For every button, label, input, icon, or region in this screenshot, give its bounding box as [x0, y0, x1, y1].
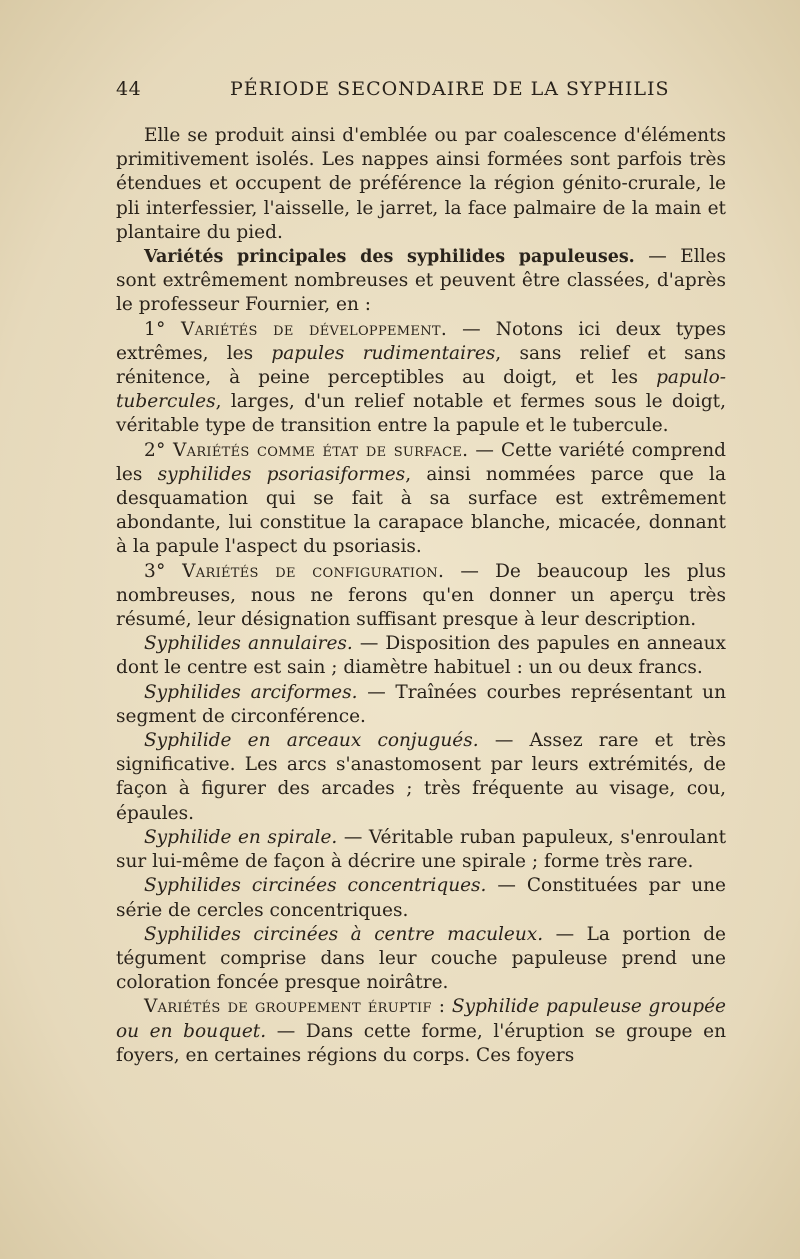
- paragraph-text: — De beaucoup les plus nombreuses, nous ne ferons qu'en donner un aperçu très résumé, leur désignation suffisant presque à leur description.: [116, 560, 726, 631]
- section-heading: Variétés de groupement éruptif :: [144, 996, 446, 1018]
- paragraph-text: [445, 996, 452, 1017]
- paragraph-text: , larges, d'un relief notable et fermes sous le doigt, véritable type de transition entre la papule et le tubercule.: [116, 391, 726, 437]
- paragraph-etat-surface: [116, 439, 726, 560]
- paragraph-text: — La portion de tégument comprise dans leur couche papuleuse prend une coloration foncée presque noirâtre.: [116, 923, 726, 994]
- italic-term: Syphilide papuleuse groupée ou en bouquet.: [116, 996, 726, 1042]
- section-heading: 3° Variétés de configuration.: [144, 560, 445, 582]
- paragraph-developpement: [116, 318, 726, 439]
- italic-term: Syphilides arciformes.: [144, 681, 358, 703]
- paragraph-text: — Constituées par une série de cercles concentriques.: [116, 875, 727, 921]
- italic-term: Syphilides annulaires.: [144, 633, 353, 655]
- paragraph-text: , sans relief et sans rénitence, à peine perceptibles au doigt, et les: [116, 342, 727, 389]
- italic-term: Syphilides circinées concentriques.: [144, 875, 487, 897]
- page-body: [116, 124, 726, 1068]
- paragraph-coalescence: [116, 124, 726, 245]
- paragraph-concentriques: [116, 874, 726, 922]
- italic-term: Syphilide en arceaux conjugués.: [144, 730, 479, 752]
- paragraph-annulaires: [116, 632, 726, 680]
- paragraph-spirale: [116, 826, 726, 874]
- paragraph-arceaux: [116, 729, 726, 826]
- italic-term: syphilides psoriasiformes: [157, 463, 406, 485]
- paragraph-text: — Traînées courbes représentant un segment de circonférence.: [116, 681, 726, 727]
- paragraph-text: — Notons ici deux types extrêmes, les: [116, 318, 727, 364]
- paragraph-text: — Elles sont extrêmement nombreuses et peuvent être classées, d'après le professeur Fournier, en :: [116, 246, 726, 316]
- paragraph-text: — Cette variété comprend les: [116, 439, 726, 485]
- italic-term: Syphilides circinées à centre maculeux.: [144, 923, 544, 945]
- page-number: 44: [116, 78, 142, 100]
- paragraph-varietes-principales: [116, 245, 726, 318]
- section-heading: Variétés principales des syphilides papuleuses.: [144, 247, 635, 268]
- paragraph-configuration: [116, 560, 726, 633]
- running-title: PÉRIODE SECONDAIRE DE LA SYPHILIS: [230, 78, 670, 100]
- italic-term: papules rudimentaires: [271, 342, 496, 364]
- paragraph-text: Elle se produit ainsi d'emblée ou par coalescence d'éléments primitivement isolés. Les nappes ainsi formées sont parfois très étendues et occupent de préférence la région génito-crurale, le pli interfessier, l'aisselle, le jarret, la face palmaire de la main et plantaire du pied.: [116, 125, 726, 243]
- italic-term: Syphilide en spirale.: [144, 826, 338, 848]
- italic-term: papulo-tubercules: [116, 367, 726, 413]
- paragraph-text: — Assez rare et très significative. Les arcs s'anastomosent par leurs extrémités, de façon à figurer des arcades ; très fréquente au visage, cou, épaules.: [116, 730, 726, 824]
- paragraph-text: , ainsi nommées parce que la desquamation qui se fait à sa surface est extrêmement abondante, lui constitue la carapace blanche, micacée, donnant à la papule l'aspect du psoriasis.: [116, 463, 727, 558]
- book-page: [116, 78, 726, 1068]
- paragraph-groupement: [116, 995, 726, 1068]
- section-heading: 1° Variétés de développement.: [144, 318, 448, 340]
- paragraph-arciformes: [116, 681, 726, 729]
- paragraph-text: — Disposition des papules en anneaux dont le centre est sain ; diamètre habituel : un ou deux francs.: [116, 633, 726, 679]
- paragraph-text: — Dans cette forme, l'éruption se groupe en foyers, en certaines régions du corps. Ces foyers: [116, 1020, 727, 1066]
- paragraph-maculeux: [116, 923, 726, 996]
- paragraph-text: — Véritable ruban papuleux, s'enroulant sur lui-même de façon à décrire une spirale ; forme très rare.: [116, 826, 726, 873]
- section-heading: 2° Variétés comme état de surface.: [144, 439, 469, 461]
- page-header: [116, 78, 726, 108]
